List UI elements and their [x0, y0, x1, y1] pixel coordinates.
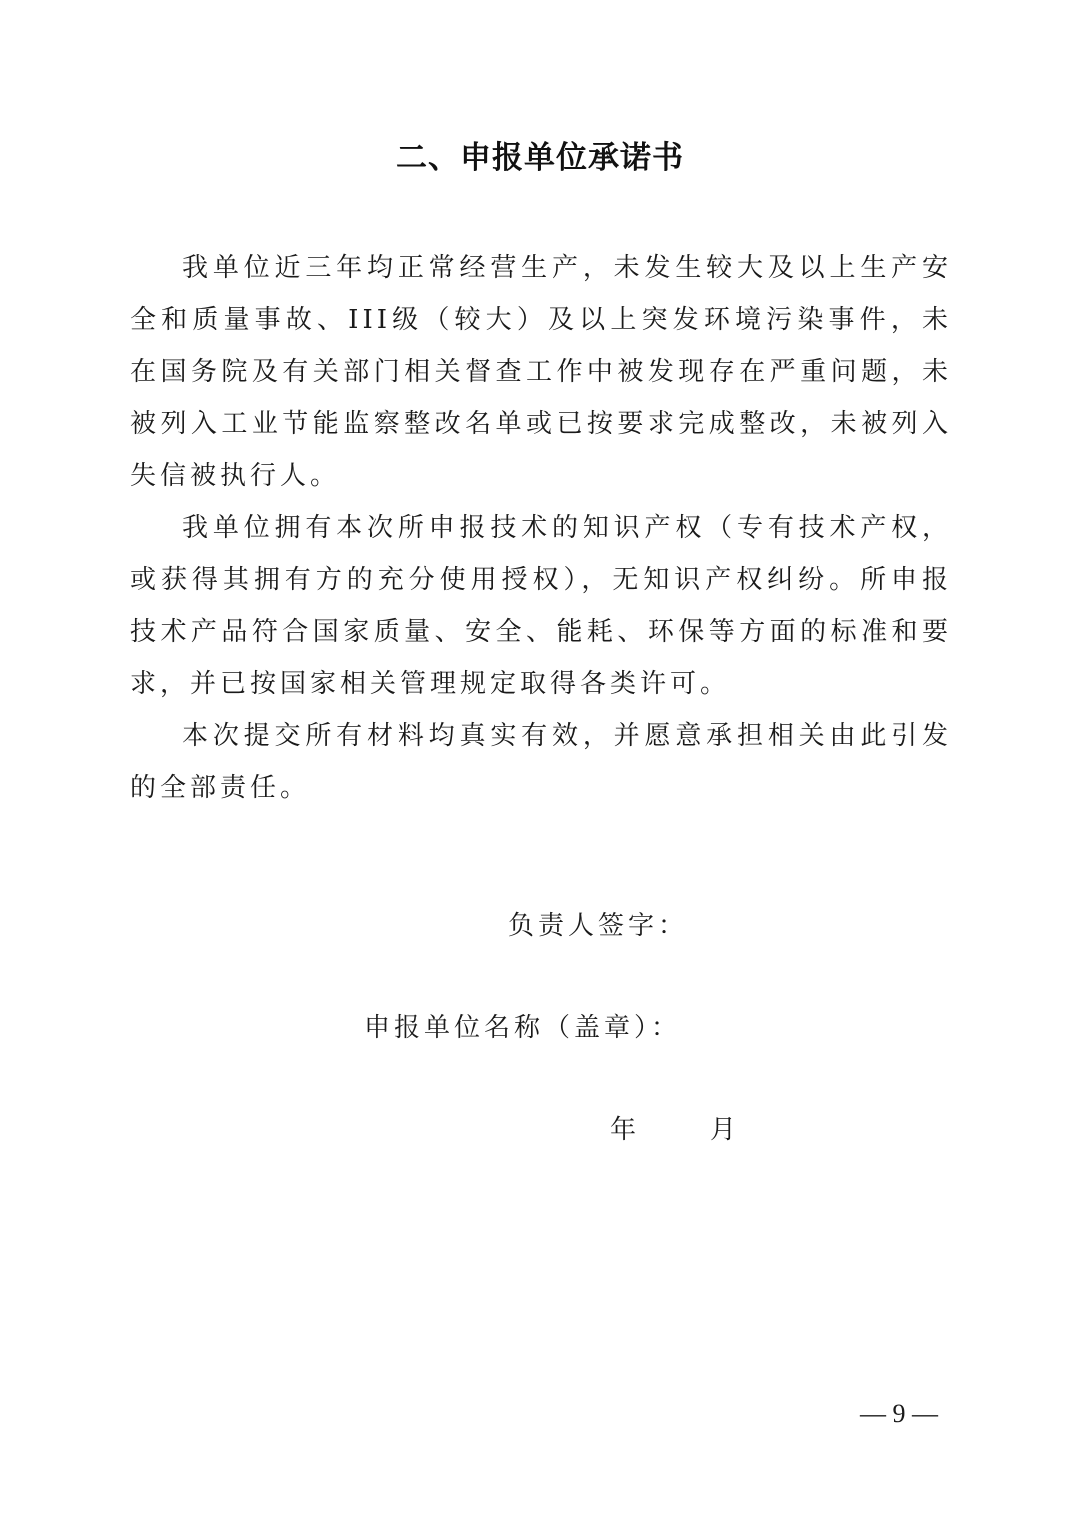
commitment-body — [130, 242, 952, 814]
paragraph-1: 我单位近三年均正常经营生产，未发生较大及以上生产安全和质量事故、III级（较大）及以上突发环境污染事件，未在国务院及有关部门相关督查工作中被发现存在严重问题，未被列入工业节能监察整改名单或已按要求完成整改，未被列入失信被执行人。 — [130, 253, 952, 491]
date-month-label: 月 — [710, 1115, 741, 1145]
paragraph-2: 我单位拥有本次所申报技术的知识产权（专有技术产权，或获得其拥有方的充分使用授权），无知识产权纠纷。所申报技术产品符合国家质量、安全、能耗、环保等方面的标准和要求，并已按国家相关管理规定取得各类许可。 — [130, 513, 952, 699]
page-number: — 9 — — [860, 1399, 938, 1428]
date-year-label: 年 — [610, 1115, 641, 1145]
signature-unit-label: 申报单位名称（盖章）： — [364, 1013, 682, 1043]
page-title: 二、申报单位承诺书 — [396, 140, 684, 176]
signature-person-label: 负责人签字： — [508, 911, 689, 941]
paragraph-3: 本次提交所有材料均真实有效，并愿意承担相关由此引发的全部责任。 — [130, 721, 952, 803]
